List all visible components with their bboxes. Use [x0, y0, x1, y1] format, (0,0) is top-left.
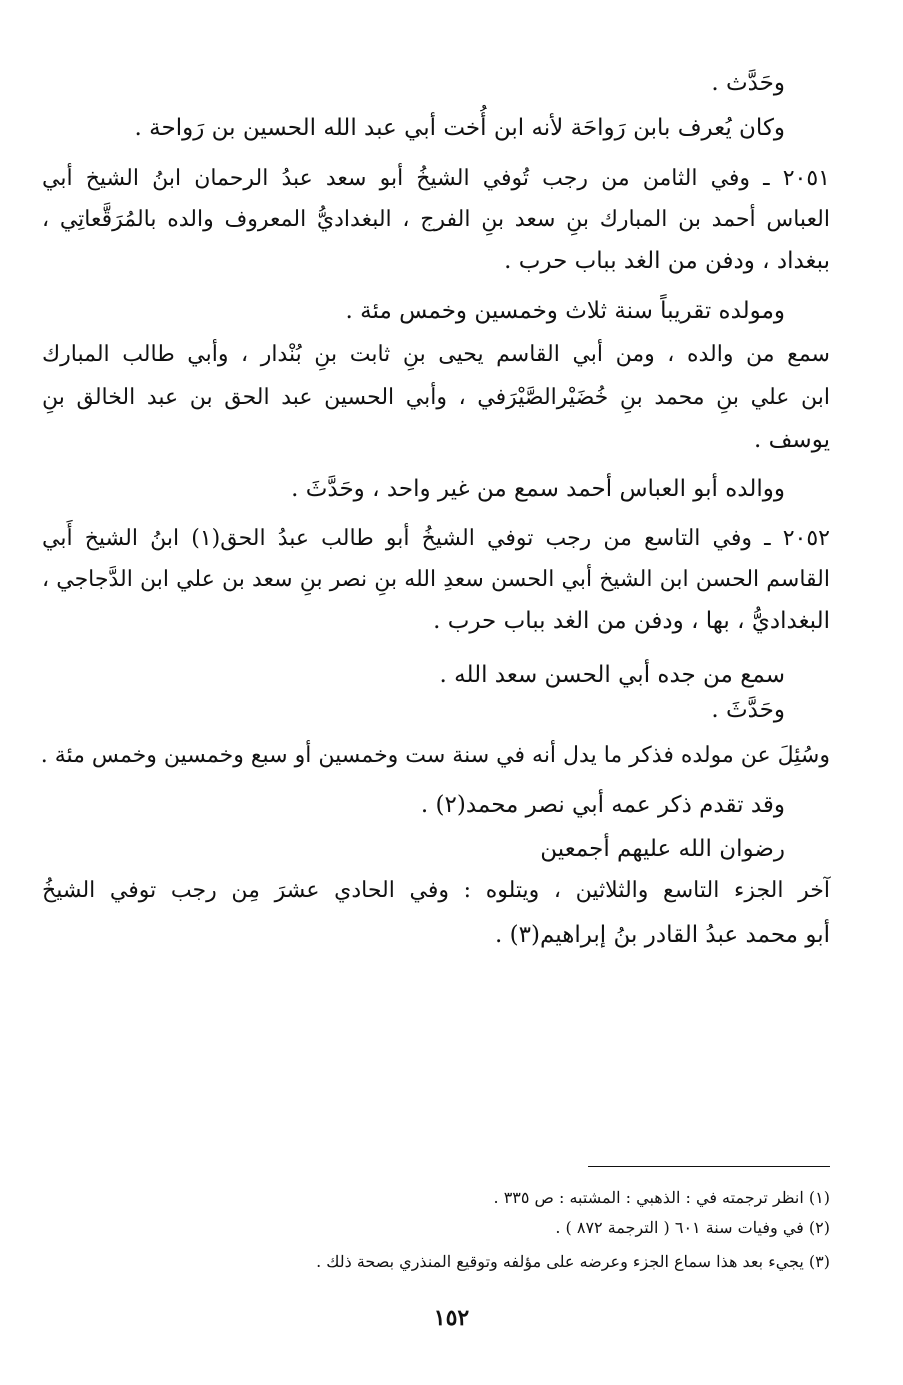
text-line-birth-2051: ومولده تقريباً سنة ثلاث وخمسين وخمس مئة . [345, 298, 785, 324]
colophon-line-2: أبو محمد عبدُ القادر بنُ إبراهيم(٣) . [495, 922, 830, 948]
text-line-father: ووالده أبو العباس أحمد سمع من غير واحد ، وحَدَّثَ . [291, 476, 785, 502]
entry-2052-line-2: القاسم الحسن ابن الشيخ أبي الحسن سعدِ الله بنِ نصر بنِ سعد بن علي ابن الدَّجاجي ، [42, 567, 830, 592]
text-line-2: وكان يُعرف بابن رَواحَة لأنه ابن أُخت أبي عبد الله الحسين بن رَواحة . [134, 115, 785, 141]
colophon-line-1: آخر الجزء التاسع والثلاثين ، ويتلوه : وفي الحادي عشرَ مِن رجب توفي الشيخُ [42, 878, 830, 903]
footnote-1: (١) انظر ترجمته في : الذهبي : المشتبه : ص ٣٣٥ . [493, 1188, 830, 1207]
footnote-separator [588, 1166, 830, 1167]
text-line-asked: وسُئِلَ عن مولده فذكر ما يدل أنه في سنة ست وخمسين أو سبع وخمسين وخمس مئة . [40, 743, 830, 768]
page-number: ١٥٢ [433, 1305, 470, 1331]
entry-2051-line-1: ٢٠٥١ ـ وفي الثامن من رجب تُوفي الشيخُ أبو سعد عبدُ الرحمان ابنُ الشيخ أبي [42, 166, 830, 191]
text-line-heard-2: ابن علي بنِ محمد بنِ خُضَيْرالصَّيْرَفي ، وأبي الحسين عبد الحق بن عبد الخالق بنِ [42, 385, 830, 410]
entry-2051-line-3: ببغداد ، ودفن من الغد بباب حرب . [504, 248, 830, 274]
entry-2052-line-1: ٢٠٥٢ ـ وفي التاسع من رجب توفي الشيخُ أبو طالب عبدُ الحق(١) ابنُ الشيخ أَبي [42, 526, 830, 551]
text-line-narrated: وحَدَّثَ . [711, 697, 785, 723]
entry-2051-line-2: العباس أحمد بن المبارك بنِ سعد بنِ الفرج ، البغداديُّ المعروف والده بالمُرَقَّعاتِي ، [42, 207, 830, 232]
text-line-heard-grandfather: سمع من جده أبي الحسن سعد الله . [439, 662, 785, 688]
text-line-uncle: وقد تقدم ذكر عمه أبي نصر محمد(٢) . [420, 792, 785, 818]
footnote-2: (٢) في وفيات سنة ٦٠١ ( الترجمة ٨٧٢ ) . [555, 1218, 830, 1237]
text-line-heard-1: سمع من والده ، ومن أبي القاسم يحيى بنِ ثابت بنِ بُنْدار ، وأبي طالب المبارك [42, 342, 830, 367]
text-line-blessing: رضوان الله عليهم أجمعين [540, 836, 785, 862]
footnote-3: (٣) يجيء بعد هذا سماع الجزء وعرضه على مؤلفه وتوقيع المنذري بصحة ذلك . [316, 1252, 830, 1271]
entry-2052-line-3: البغداديُّ ، بها ، ودفن من الغد بباب حرب . [433, 608, 830, 634]
text-line-heard-3: يوسف . [754, 427, 830, 453]
text-line-1: وحَدَّث . [711, 70, 785, 96]
